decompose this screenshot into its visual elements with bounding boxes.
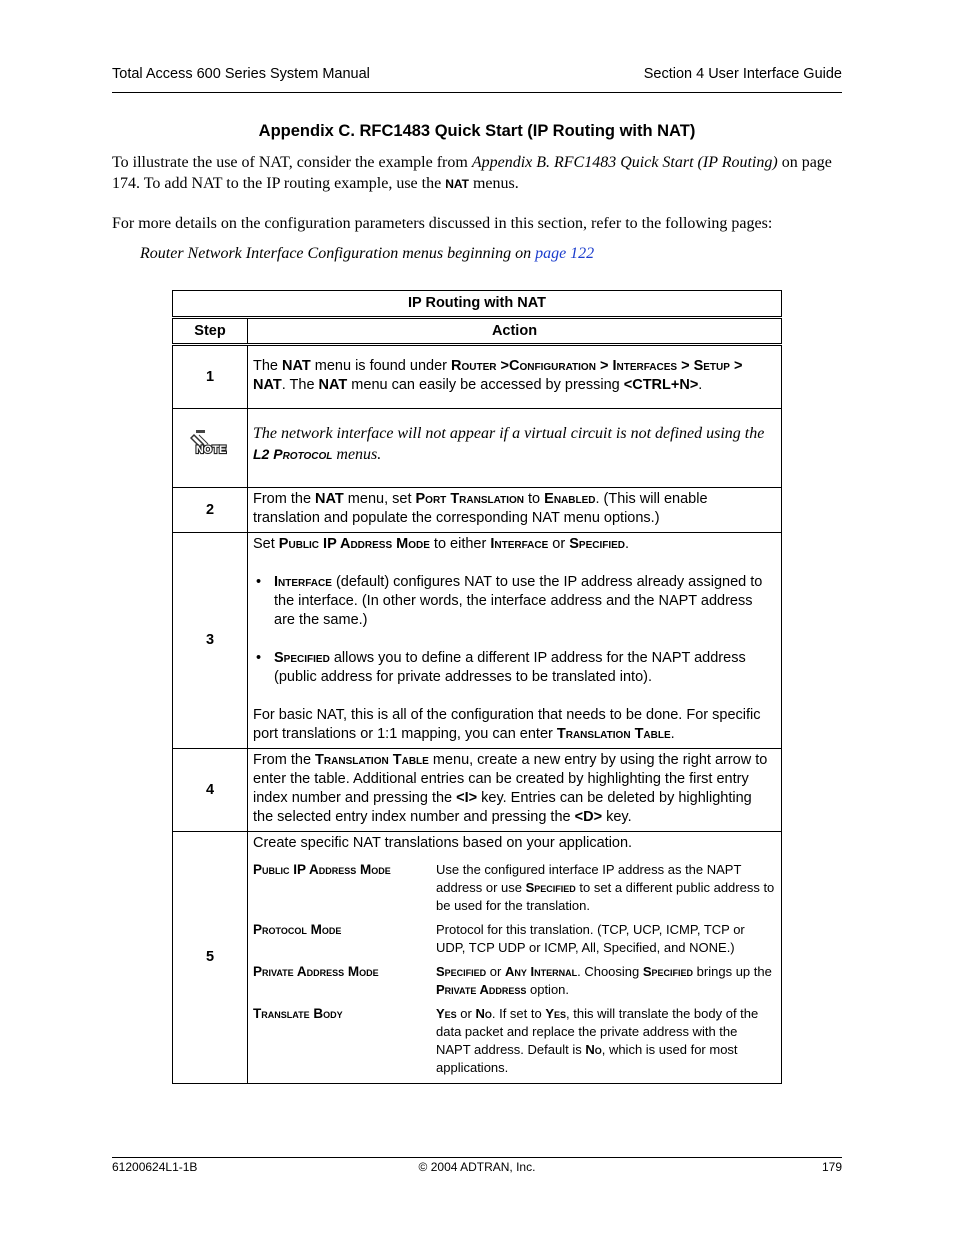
port-translation-field: Port Translation [415,491,524,507]
menu-path: Router >Configuration > Interfaces > Setup > NAT [253,358,743,393]
note-text: The network interface will not appear if a virtual circuit is not defined using the L2 Protocol menus. [248,409,782,488]
step-number: 2 [173,488,248,533]
step-number: 3 [173,533,248,749]
svg-text:NOTE: NOTE [195,444,227,456]
definition-term: Translate Body [253,1006,343,1021]
shortcut-key: <CTRL+N> [623,377,699,393]
step-number: 4 [173,749,248,832]
definition-term: Public IP Address Mode [253,862,391,877]
note-icon [190,427,230,463]
table-row-note [173,409,782,488]
details-paragraph: For more details on the configuration parameters discussed in this section, refer to the following pages: [112,215,773,232]
step-number: 5 [173,832,248,1084]
step-number: 1 [173,345,248,409]
step-action: Create specific NAT translations based on your application. Public IP Address Mode Use the configured interface IP address as the NAPT address or use Specified to set a different public address to be used for the translation. Protocol Mode Protocol for this translation. (TCP, UCP, ICMP, TCP or UDP, TCP UDP or ICMP, All, Specified, and NONE.) Private Address Mode Specified or Any Internal. Choosing Specified brings up the Private Address option. Translate Body Yes or No. If set to Yes, this will translate the body of the data packet and replace the private address with the NAPT address. Default is No, which is used for most applications. [248,832,782,1084]
step-action: Set Public IP Address Mode to either Interface or Specified. • Interface (default) configures NAT to use the IP address already assigned to the interface. (In other words, the interface address and the NAPT address are the same.) • Specified allows you to define a different IP address for the NAPT address (public address for private addresses to be translated into). For basic NAT, this is all of the configuration that needs to be done. For specific port translations or 1:1 mapping, you can enter Translation Table. [248,533,782,749]
column-header-step: Step [173,318,248,345]
enabled-value: Enabled [544,491,596,507]
copyright: © 2004 ADTRAN, Inc. [418,1160,536,1174]
header-rule [112,92,842,93]
definition-term: Private Address Mode [253,964,379,979]
step-action: The NAT menu is found under Router >Configuration > Interfaces > Setup > NAT. The NAT menu can easily be accessed by pressing <CTRL+N>. [248,345,782,409]
ip-routing-nat-table [172,290,782,1084]
nat-keyword: NAT [445,177,469,191]
intro-paragraph: To illustrate the use of NAT, consider the example from Appendix B. RFC1483 Quick Start (IP Routing) on page 174. To add NAT to the IP routing example, use the NAT menus. [112,154,832,192]
table-caption: IP Routing with NAT [173,291,782,318]
definition-description: Yes or No. If set to Yes, this will translate the body of the data packet and replace the private address with the NAPT address. Default is No, which is used for most applications. [436,1006,759,1075]
definition-description: Protocol for this translation. (TCP, UCP, ICMP, TCP or UDP, TCP UDP or ICMP, All, Specified, and NONE.) [436,922,745,955]
table-row-step-5 [173,832,782,1084]
list-item: • Specified allows you to define a different IP address for the NAPT address (public address for private addresses to be translated into). [256,650,746,685]
table-row-step-2 [173,488,782,533]
step-action: From the Translation Table menu, create a new entry by using the right arrow to enter the table. Additional entries can be created by highlighting the first entry index number and pressing the <I> key. Entries can be deleted by highlighting the selected entry index number and pressing the <D> key. [248,749,782,832]
column-header-action: Action [248,318,782,345]
running-header-right: Section 4 User Interface Guide [643,66,842,82]
page-122-link[interactable]: page 122 [535,245,595,262]
list-item: • Interface (default) configures NAT to use the IP address already assigned to the interface. (In other words, the interface address and the NAPT address are the same.) [256,574,763,628]
definition-list [253,861,775,1077]
table-row-step-3 [173,533,782,749]
running-header-left: Total Access 600 Series System Manual [112,66,370,82]
appendix-b-reference: Appendix B. RFC1483 Quick Start (IP Routing) [471,154,778,171]
reference-line: Router Network Interface Configuration menus beginning on page 122 [140,245,595,262]
page-title: Appendix C. RFC1483 Quick Start (IP Routing with NAT) [258,122,696,140]
l2-protocol-menu: L2 Protocol [253,446,333,462]
definition-term: Protocol Mode [253,922,342,937]
definition-description: Use the configured interface IP address as the NAPT address or use Specified to set a different public address to be used for the translation. [436,862,775,913]
note-icon-cell [173,409,248,488]
table-row-step-4 [173,749,782,832]
table-row-step-1 [173,345,782,409]
definition-description: Specified or Any Internal. Choosing Specified brings up the Private Address option. [436,964,772,997]
document-number: 61200624L1-1B [112,1160,198,1174]
page-number: 179 [821,1160,842,1174]
footer-rule [112,1157,842,1158]
step-action: From the NAT menu, set Port Translation to Enabled. (This will enable translation and populate the corresponding NAT menu options.) [248,488,782,533]
